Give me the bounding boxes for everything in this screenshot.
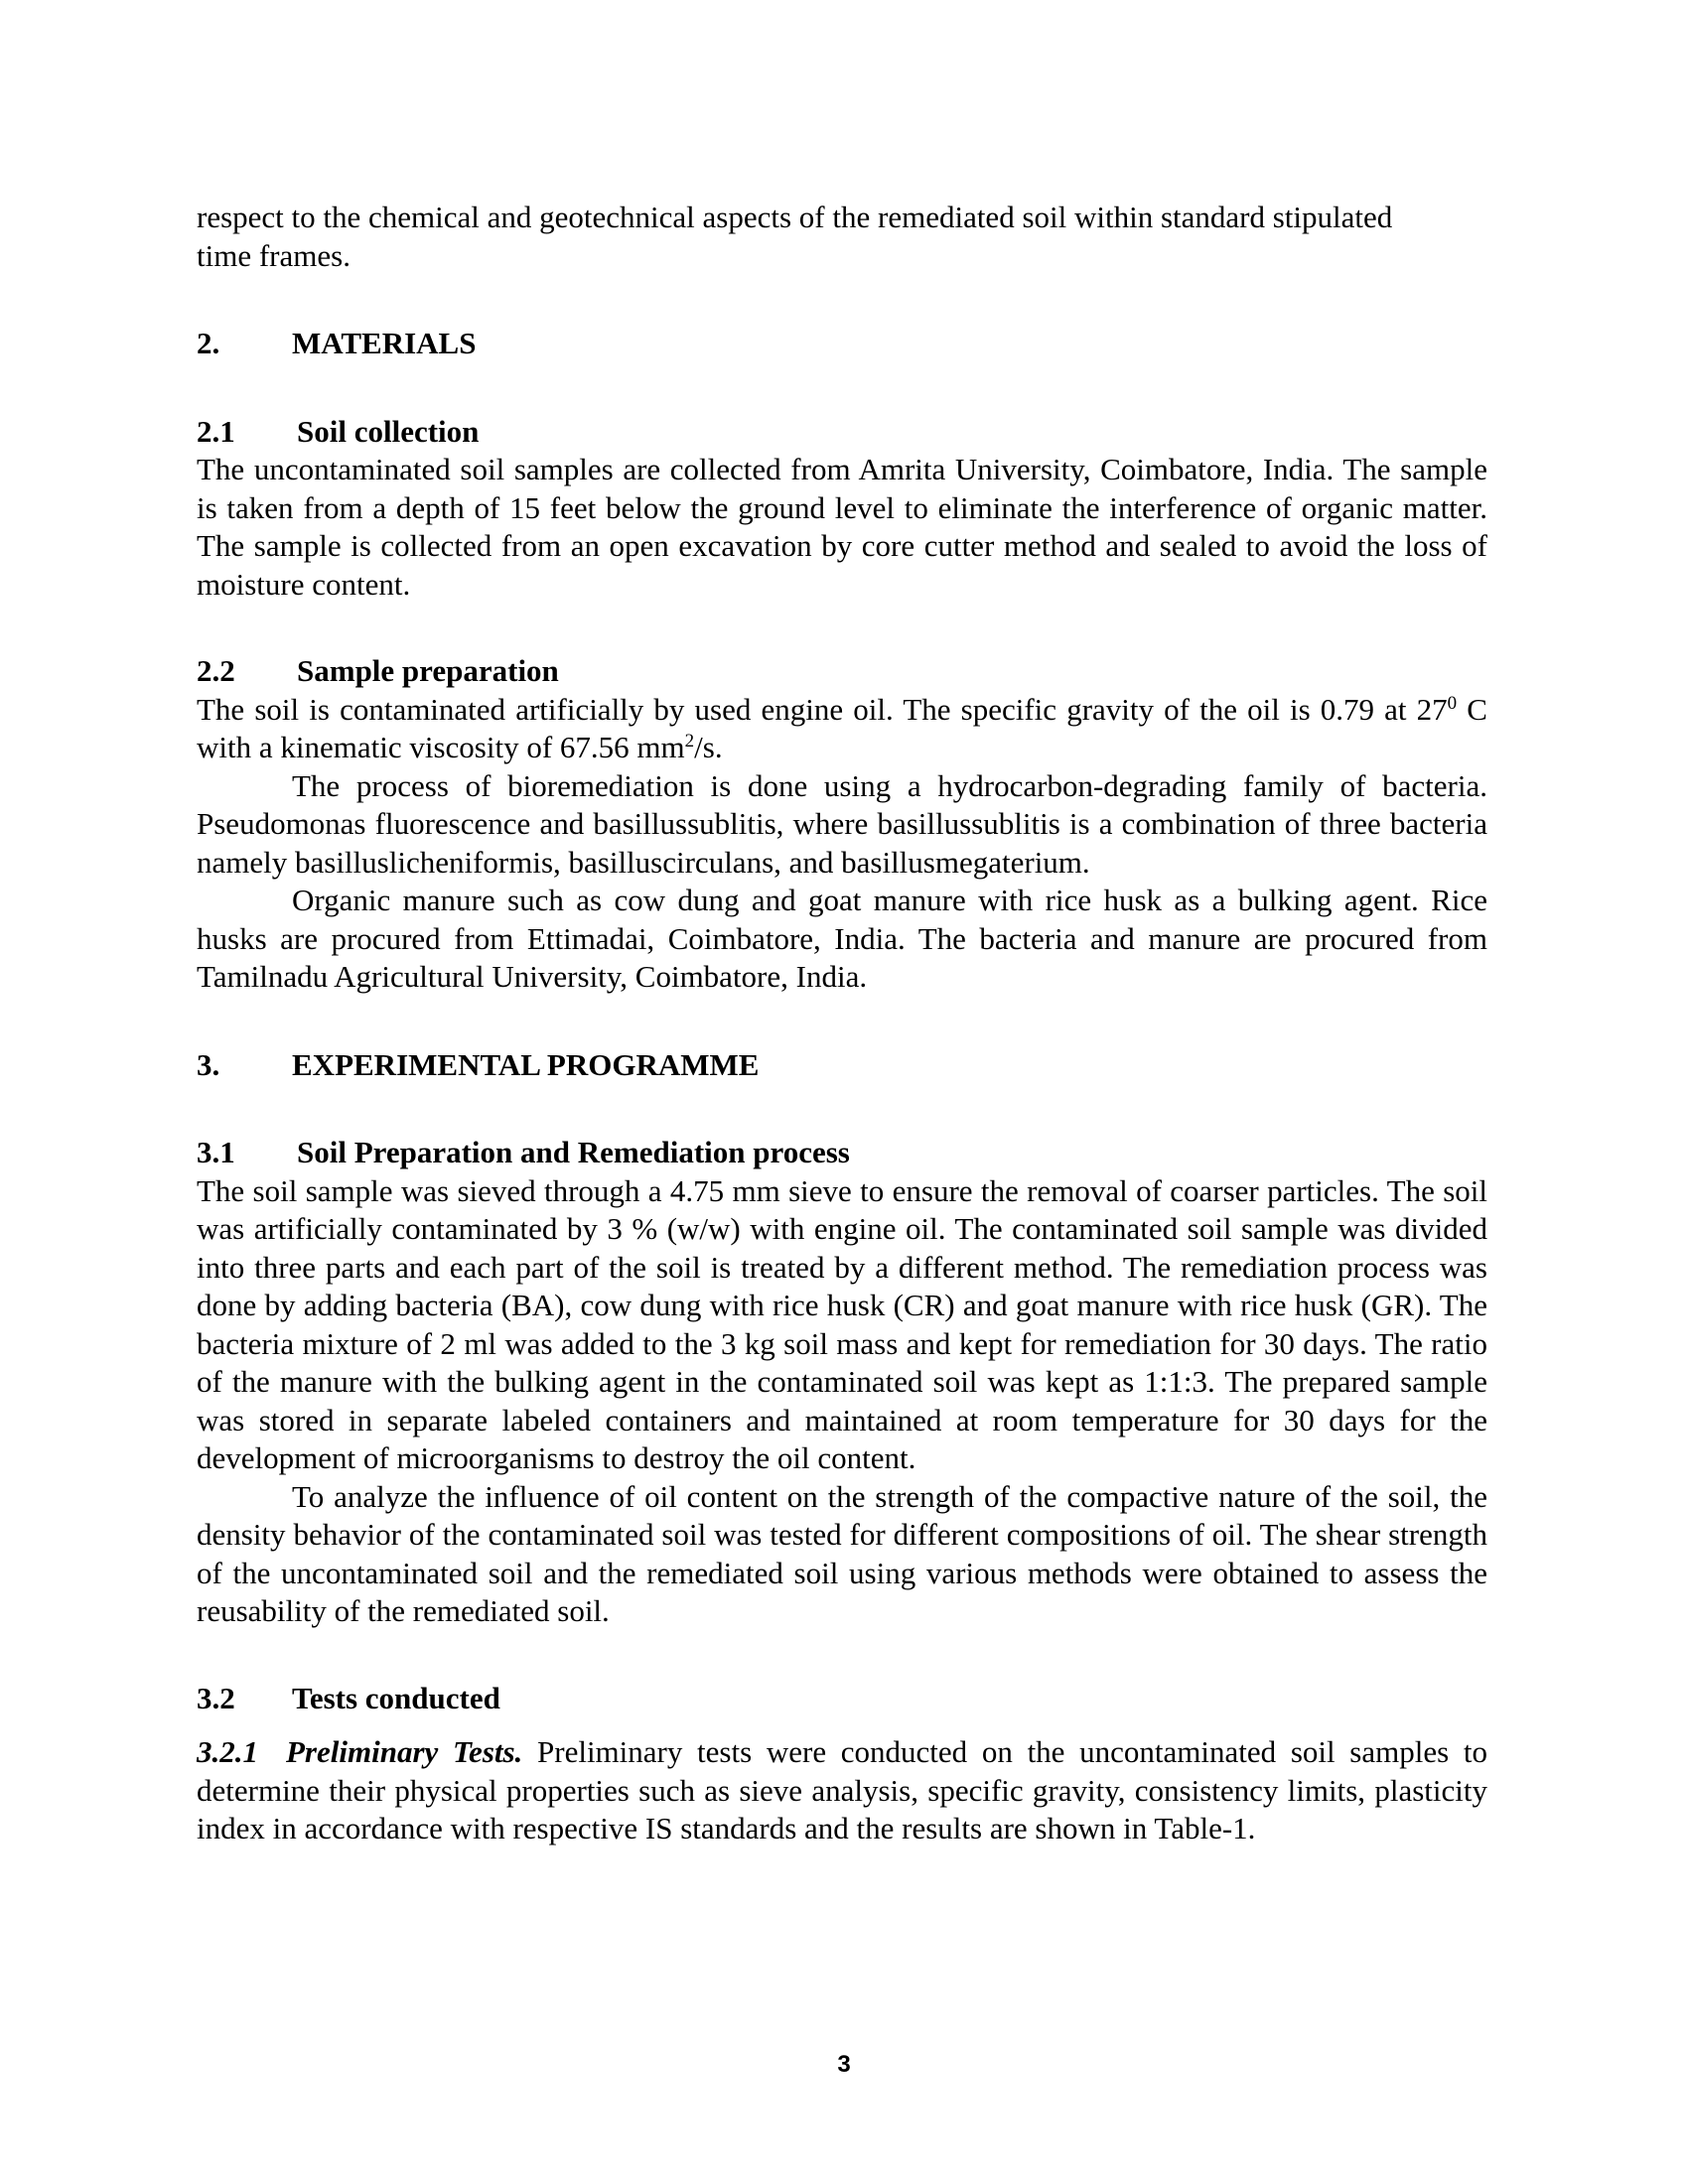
intro-paragraph [197, 199, 1487, 275]
intro-line-1: respect to the chemical and geotechnical aspects of the remediated soil within standard stipulated [197, 200, 1393, 234]
subsection-number: 3.1 [197, 1135, 235, 1169]
subsection-title: Tests conducted [292, 1680, 500, 1715]
subsection-title: Sample preparation [297, 653, 559, 688]
section-2-heading [197, 325, 1487, 363]
section-2-1-heading [197, 413, 1487, 452]
subsection-title: Soil Preparation and Remediation process [297, 1135, 850, 1169]
section-title: MATERIALS [292, 326, 477, 360]
section-3-heading [197, 1046, 1487, 1085]
section-2-2-heading [197, 652, 1487, 691]
section-3-2-heading [197, 1680, 1487, 1718]
preliminary-tests-text: Preliminary tests were conducted on the uncontaminated soil samples to determine their physical properties such as sieve analysis, specific gravity, consistency limits, plasticity index in accordance with respective IS standards and the results are shown in Table-1. [197, 1734, 1487, 1845]
text-run: The soil is contaminated artificially by used engine oil. The specific gravity of the oil is 0.79 at 27 [197, 691, 1448, 727]
text-run: /s. [694, 730, 723, 764]
section-title: EXPERIMENTAL PROGRAMME [292, 1046, 760, 1082]
preliminary-tests-paragraph [197, 1733, 1487, 1848]
sample-preparation-paragraph-1 [197, 691, 1487, 767]
section-number: 2. [197, 326, 220, 360]
remediation-paragraph-1: The soil sample was sieved through a 4.75 mm sieve to ensure the removal of coarser particles. The soil was artificially contaminated by 3 % (w/w) with engine oil. The contaminated soil sample was divided into three parts and each part of the soil is treated by a different method. The remediation process was done by adding bacteria (BA), cow dung with rice husk (CR) and goat manure with rice husk (GR). The bacteria mixture of 2 ml was added to the 3 kg soil mass and kept for remediation for 30 days. The ratio of the manure with the bulking agent in the contaminated soil was kept as 1:1:3. The prepared sample was stored in separate labeled containers and maintained at room temperature for 30 days for the development of microorganisms to destroy the oil content. [197, 1172, 1487, 1475]
superscript-squared: 2 [684, 731, 695, 751]
page-number: 3 [837, 2051, 851, 2078]
subsection-number: 2.1 [197, 413, 235, 449]
subsubsection-title: Preliminary Tests. [286, 1734, 523, 1769]
sample-preparation-paragraph-3: Organic manure such as cow dung and goat manure with rice husk as a bulking agent. Rice husks are procured from Ettimadai, Coimbatore, India. The bacteria and manure are procured from Tamilnadu Agricultural University, Coimbatore, India. [197, 883, 1487, 994]
subsection-number: 3.2 [197, 1680, 235, 1715]
soil-collection-paragraph: The uncontaminated soil samples are collected from Amrita University, Coimbatore, India. The sample is taken from a depth of 15 feet below the ground level to eliminate the interference of organic matter. The sample is collected from an open excavation by core cutter method and sealed to avoid the loss of moisture content. [197, 452, 1487, 602]
sample-preparation-paragraph-2: The process of bioremediation is done using a hydrocarbon-degrading family of bacteria. Pseudomonas fluorescence and basillussublitis, where basillussublitis is a combination of three bacteria namely basilluslicheniformis, basilluscirculans, and basillusmegaterium. [197, 767, 1487, 880]
subsubsection-heading [197, 1734, 522, 1769]
subsubsection-number: 3.2.1 [197, 1734, 258, 1769]
section-number: 3. [197, 1046, 220, 1082]
section-3-1-heading [197, 1134, 1487, 1172]
intro-line-2: time frames. [197, 237, 351, 273]
subsection-title: Soil collection [297, 413, 480, 449]
text-run: C with a kinematic viscosity of 67.56 mm [197, 691, 1487, 764]
remediation-paragraph-2: To analyze the influence of oil content on the strength of the compactive nature of the soil, the density behavior of the contaminated soil was tested for different compositions of oil. The shear strength of the uncontaminated soil and the remediated soil using various methods were obtained to assess the reusability of the remediated soil. [197, 1478, 1487, 1628]
page-content [197, 199, 1487, 1848]
subsection-number: 2.2 [197, 653, 235, 688]
superscript-degree: 0 [1447, 692, 1458, 714]
